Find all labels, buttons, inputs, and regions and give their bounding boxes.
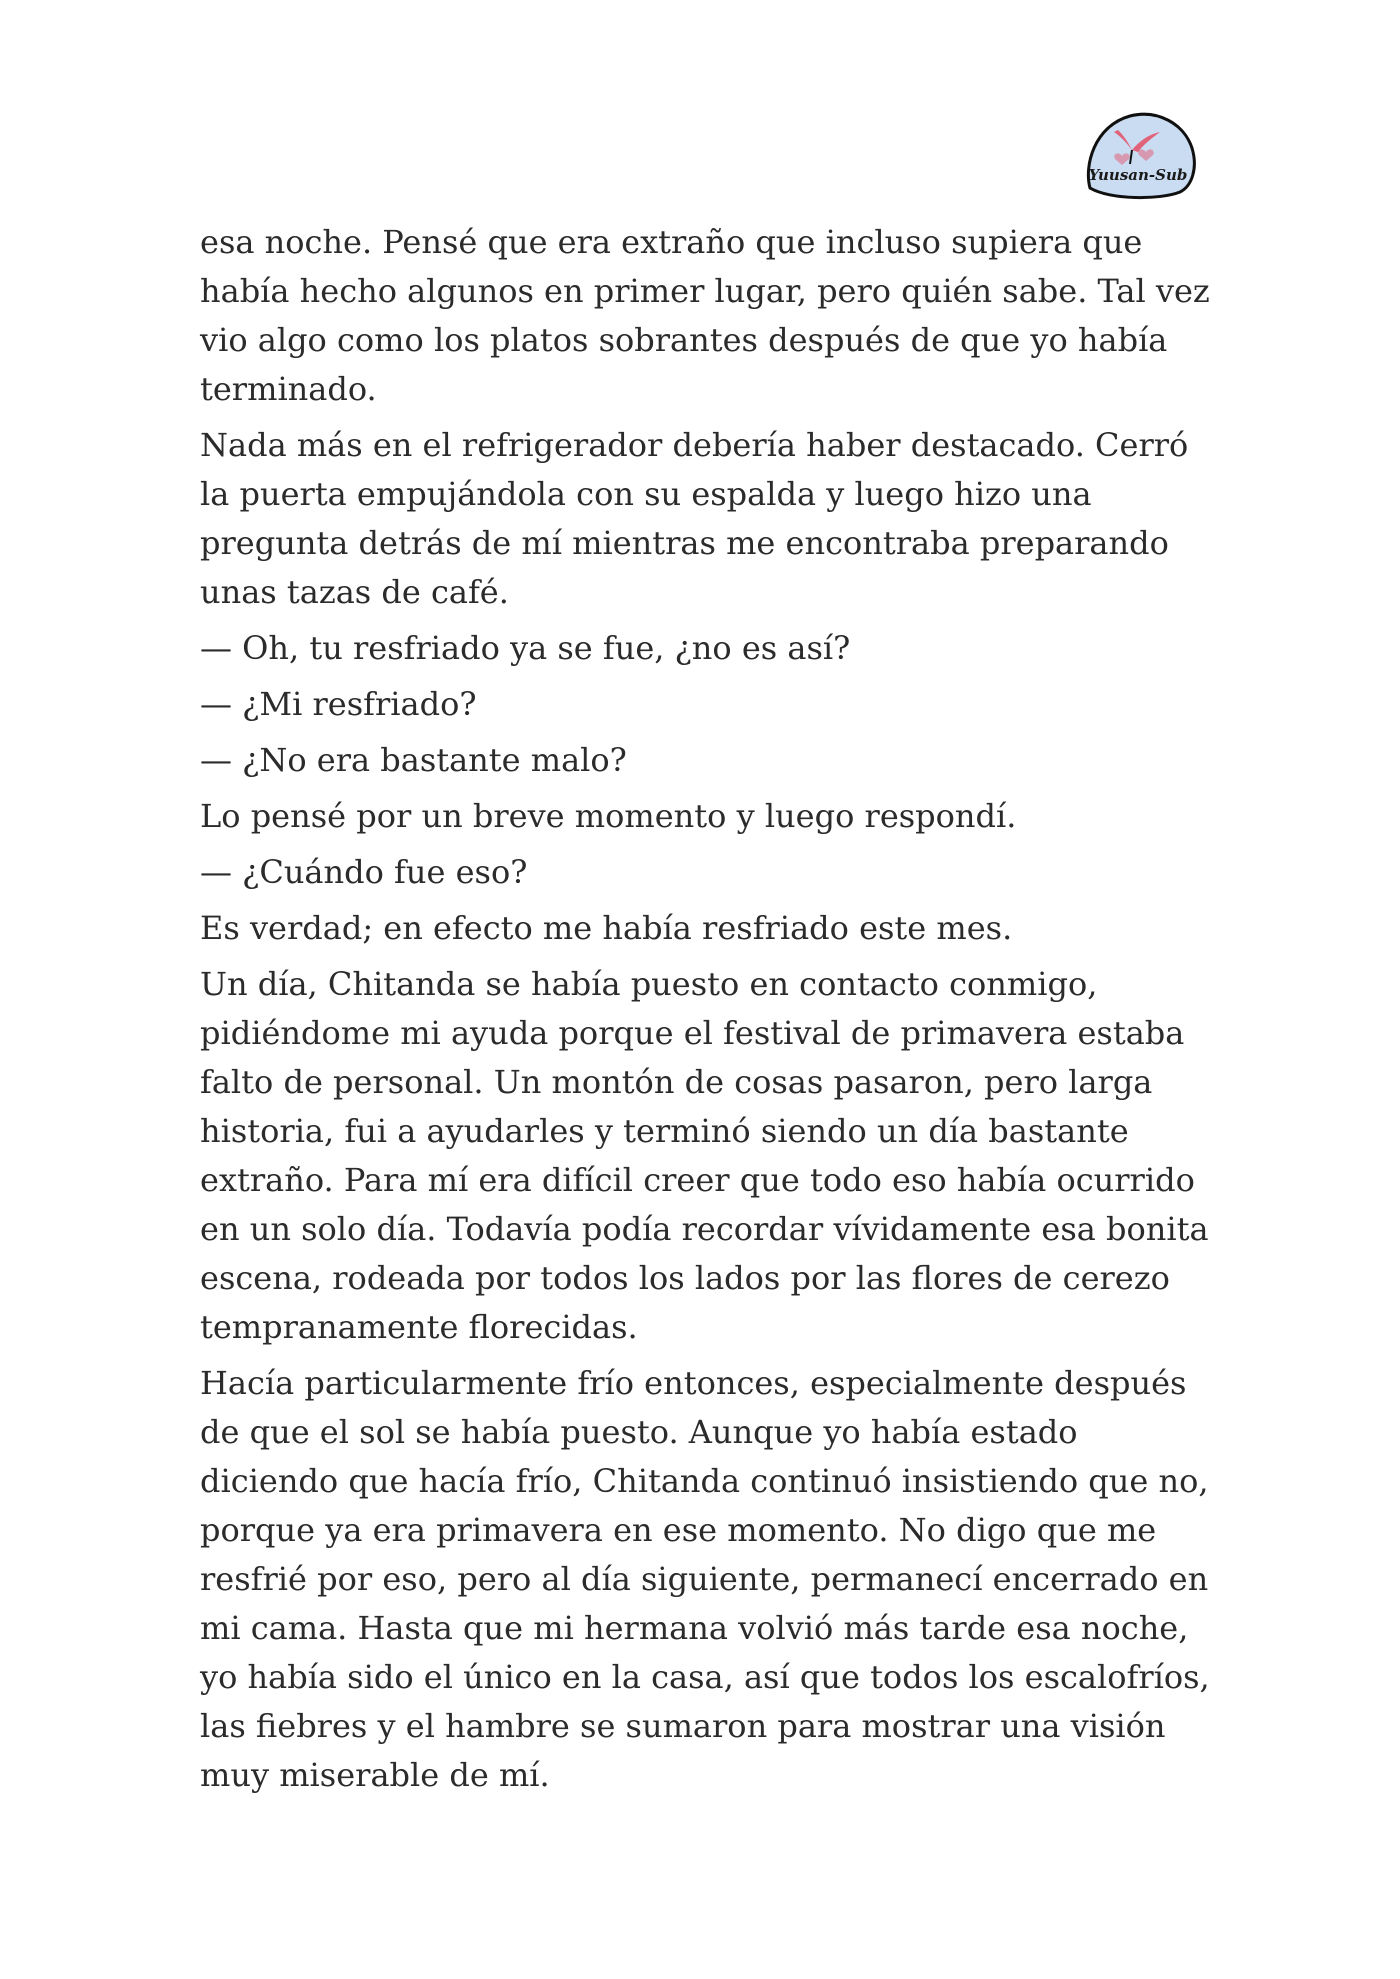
paragraph: Un día, Chitanda se había puesto en contacto conmigo, pidiéndome mi ayuda porque el festival de primavera estaba falto de personal. Un montón de cosas pasaron, pero larga historia, fui a ayudarles y terminó siendo un día bastante extraño. Para mí era difícil creer que todo eso había ocurrido en un solo día. Todavía podía recordar vívidamente esa bonita escena, rodeada por todos los lados por las flores de cerezo tempranamente florecidas. bbox=[200, 965, 1209, 1346]
logo-badge-icon bbox=[1080, 106, 1198, 202]
body-text bbox=[200, 218, 1210, 1807]
paragraph: Nada más en el refrigerador debería haber destacado. Cerró la puerta empujándola con su espalda y luego hizo una pregunta detrás de mí mientras me encontraba preparando unas tazas de café. bbox=[200, 426, 1189, 611]
dialogue-line: — Oh, tu resfriado ya se fue, ¿no es así? bbox=[200, 629, 851, 667]
yuusan-sub-logo bbox=[1080, 106, 1198, 202]
paragraph: esa noche. Pensé que era extraño que incluso supiera que había hecho algunos en primer lugar, pero quién sabe. Tal vez vio algo como los platos sobrantes después de que yo había terminado. bbox=[200, 223, 1210, 408]
paragraph: Lo pensé por un breve momento y luego respondí. bbox=[200, 797, 1017, 835]
dialogue-line: — ¿Cuándo fue eso? bbox=[200, 853, 528, 891]
logo-text: Yuusan-Sub bbox=[1088, 166, 1188, 184]
dialogue-line: — ¿Mi resfriado? bbox=[200, 685, 477, 723]
paragraph: Hacía particularmente frío entonces, especialmente después de que el sol se había puesto. Aunque yo había estado diciendo que hacía frío, Chitanda continuó insistiendo que no, porque ya era primavera en ese momento. No digo que me resfrié por eso, pero al día siguiente, permanecí encerrado en mi cama. Hasta que mi hermana volvió más tarde esa noche, yo había sido el único en la casa, así que todos los escalofríos, las fiebres y el hambre se sumaron para mostrar una visión muy miserable de mí. bbox=[200, 1364, 1210, 1794]
dialogue-line: — ¿No era bastante malo? bbox=[200, 741, 627, 779]
paragraph: Es verdad; en efecto me había resfriado este mes. bbox=[200, 909, 1013, 947]
